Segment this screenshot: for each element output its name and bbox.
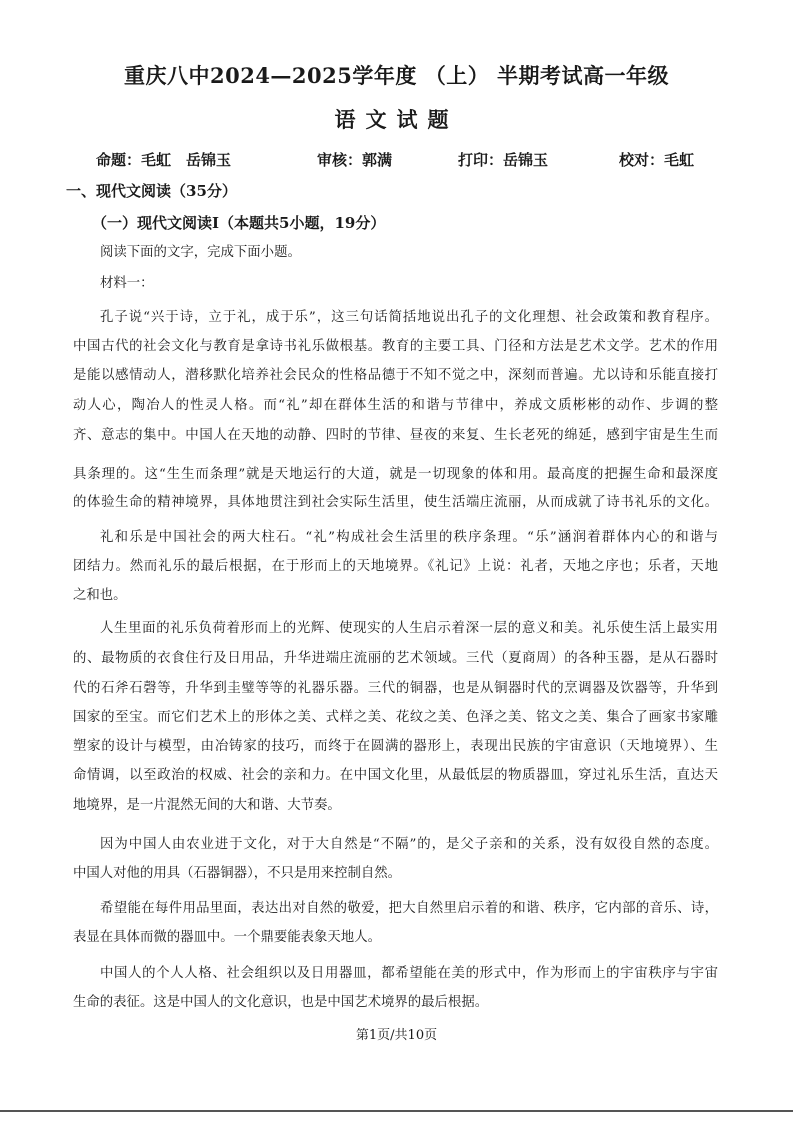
passage-line: 希望能在每件用品里面，表达出对自然的敬爱，把大自然里启示着的和谐、秩序，它内部的音乐、诗， xyxy=(100,901,718,916)
passage-line: 是能以感情动人，潜移默化培养社会民众的性格品德于不知不觉之中，深刻而普遍。尤以诗和乐能直接打 xyxy=(73,368,718,383)
passage-line: 地境界，是一片混然无间的大和谐、大节奏。 xyxy=(73,798,341,813)
subsection-heading: （一）现代文阅读Ⅰ（本题共5小题，19分） xyxy=(92,214,386,232)
passage-line: 团结力。然而礼乐的最后根据，在于形而上的天地境界。《礼记》上说：礼者，天地之序也；乐者，天地 xyxy=(73,559,718,574)
material-label: 材料一： xyxy=(100,276,154,291)
passage-line: 具条理的。这“生生而条理”就是天地运行的大道，就是一切现象的体和用。最高度的把握生命和最深度 xyxy=(73,467,718,482)
section-heading: 一、现代文阅读（35分） xyxy=(66,182,237,200)
passage-line: 孔子说“兴于诗，立于礼，成于乐”，这三句话简括地说出孔子的文化理想、社会政策和教育程序。 xyxy=(100,310,718,325)
passage-line: 中国人的个人人格、社会组织以及日用器皿，都希望能在美的形式中，作为形而上的宇宙秩序与宇宙 xyxy=(100,966,718,981)
passage-line: 齐、意志的集中。中国人在天地的动静、四时的节律、昼夜的来复、生长老死的绵延，感到宇宙是生生而 xyxy=(73,428,718,443)
footer-rule xyxy=(0,1110,793,1112)
page-number: 第1页/共10页 xyxy=(355,1028,438,1043)
passage-line: 中国古代的社会文化与教育是拿诗书礼乐做根基。教育的主要工具、门径和方法是艺术文学。艺术的作用 xyxy=(73,339,718,354)
exam-title: 重庆八中2024—2025学年度 （上） 半期考试高一年级 xyxy=(123,63,669,88)
credit-printer: 打印：岳锦玉 xyxy=(458,151,549,169)
passage-line: 因为中国人由农业进于文化，对于大自然是“不隔”的，是父子亲和的关系，没有奴役自然的态度。 xyxy=(100,837,718,852)
passage-line: 之和也。 xyxy=(73,588,127,603)
passage-line: 生命的表征。这是中国人的文化意识，也是中国艺术境界的最后根据。 xyxy=(73,995,489,1010)
passage-line: 的体验生命的精神境界，具体地贯注到社会实际生活里，使生活端庄流丽，从而成就了诗书礼乐的文化。 xyxy=(73,495,718,510)
passage-line: 表显在具体而微的器皿中。一个鼎要能表象天地人。 xyxy=(73,930,381,945)
credit-setter: 命题：毛虹 岳锦玉 xyxy=(96,151,232,169)
credit-proofreader: 校对：毛虹 xyxy=(619,151,695,169)
exam-subtitle: 语文试题 xyxy=(334,107,459,132)
passage-line: 礼和乐是中国社会的两大柱石。“礼”构成社会生活里的秩序条理。“乐”涵润着群体内心的和谐与 xyxy=(100,530,718,545)
passage-line: 人生里面的礼乐负荷着形而上的光辉、使现实的人生启示着深一层的意义和美。礼乐使生活上最实用 xyxy=(100,621,718,636)
passage-line: 命情调，以至政治的权威、社会的亲和力。在中国文化里，从最低层的物质器皿，穿过礼乐生活，直达天 xyxy=(73,768,718,783)
passage-line: 塑家的设计与模型，由冶铸家的技巧，而终于在圆满的器形上，表现出民族的宇宙意识（天地境界）、生 xyxy=(73,739,718,754)
passage-line: 国家的至宝。而它们艺术上的形体之美、式样之美、花纹之美、色泽之美、铭文之美、集合了画家书家雕 xyxy=(73,710,718,725)
passage-line: 动人心，陶冶人的性灵人格。而“礼”却在群体生活的和谐与节律中，养成文质彬彬的动作、步调的整 xyxy=(73,398,718,413)
passage-line: 代的石斧石磬等，升华到圭璧等等的礼器乐器。三代的铜器，也是从铜器时代的烹调器及饮器等，升华到 xyxy=(73,681,718,696)
credit-reviewer: 审核：郭满 xyxy=(317,151,393,169)
passage-line: 的、最物质的衣食住行及日用品，升华进端庄流丽的艺术领域。三代（夏商周）的各种玉器，是从石器时 xyxy=(73,651,718,666)
reading-instruction: 阅读下面的文字，完成下面小题。 xyxy=(100,245,301,260)
passage-line: 中国人对他的用具（石器铜器），不只是用来控制自然。 xyxy=(73,866,402,881)
